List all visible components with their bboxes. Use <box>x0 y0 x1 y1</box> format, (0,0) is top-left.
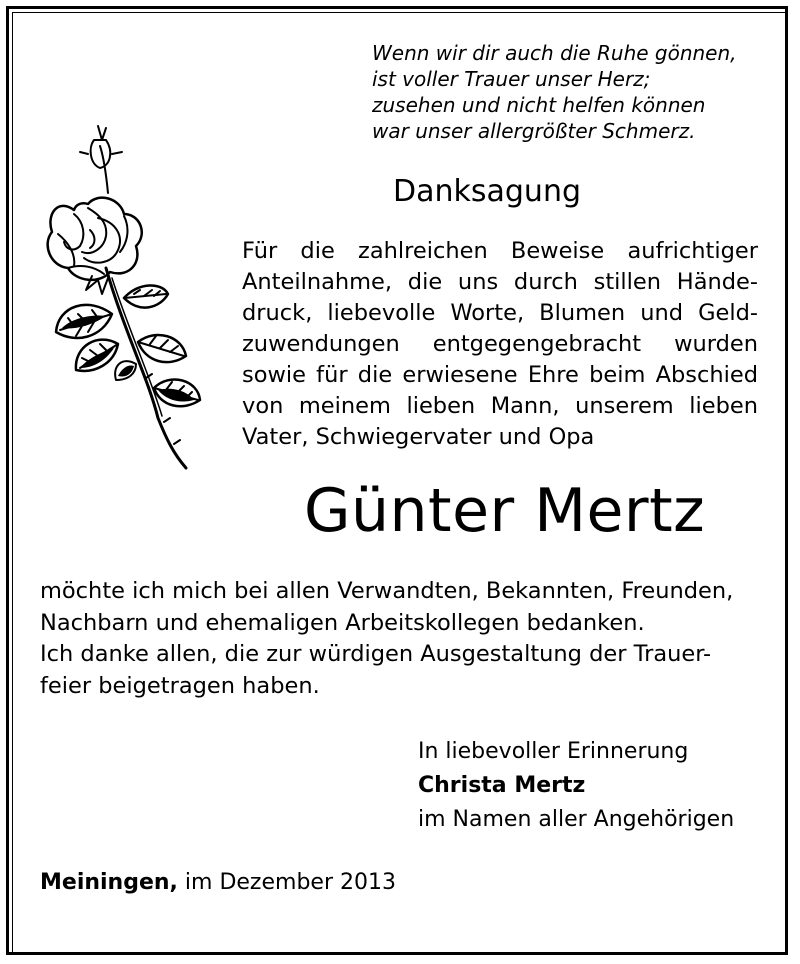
poem-line: ist voller Trauer unser Herz; <box>372 67 651 91</box>
thanks-line: sowie für die erwiesene Ehre beim Abschied <box>242 362 758 388</box>
poem-line: war unser allergrößter Schmerz. <box>372 119 696 143</box>
place-date <box>40 870 396 895</box>
thanks-line: Vater, Schwiegervater und Opa <box>242 424 595 450</box>
body-line: Ich danke allen, die zur würdigen Ausgestaltung der Trauer- <box>40 641 712 667</box>
deceased-name: Günter Mertz <box>304 476 706 546</box>
body-paragraph <box>40 576 758 702</box>
thanks-line: von meinem lieben Mann, unserem lieben <box>242 393 758 419</box>
signature-block <box>418 735 734 837</box>
thanks-line: druck, liebevolle Worte, Blumen und Geld- <box>242 300 758 326</box>
signature-intro: In liebevoller Erinnerung <box>418 739 689 764</box>
heading-danksagung: Danksagung <box>393 174 581 209</box>
body-line: feier beigetragen haben. <box>40 672 320 699</box>
memorial-poem <box>372 40 737 144</box>
thanks-line: Für die zahlreichen Beweise aufrichtiger <box>242 238 758 264</box>
thanks-line: Anteilnahme, die uns durch stillen Hände- <box>242 269 758 295</box>
body-line: möchte ich mich bei allen Verwandten, Bekannten, Freunden, <box>40 578 734 604</box>
body-line: Nachbarn und ehemaligen Arbeitskollegen bedanken. <box>40 609 645 636</box>
poem-line: zusehen und nicht helfen können <box>372 93 706 117</box>
date-text: im Dezember 2013 <box>184 870 396 895</box>
place-name: Meiningen, <box>40 870 178 895</box>
thanks-paragraph <box>242 236 758 453</box>
rose-icon <box>28 118 208 473</box>
poem-line: Wenn wir dir auch die Ruhe gönnen, <box>372 41 737 65</box>
signature-note: im Namen aller Angehörigen <box>418 807 735 832</box>
signature-name: Christa Mertz <box>418 773 586 798</box>
thanks-line: zuwendungen entgegengebracht wurden <box>242 331 758 357</box>
